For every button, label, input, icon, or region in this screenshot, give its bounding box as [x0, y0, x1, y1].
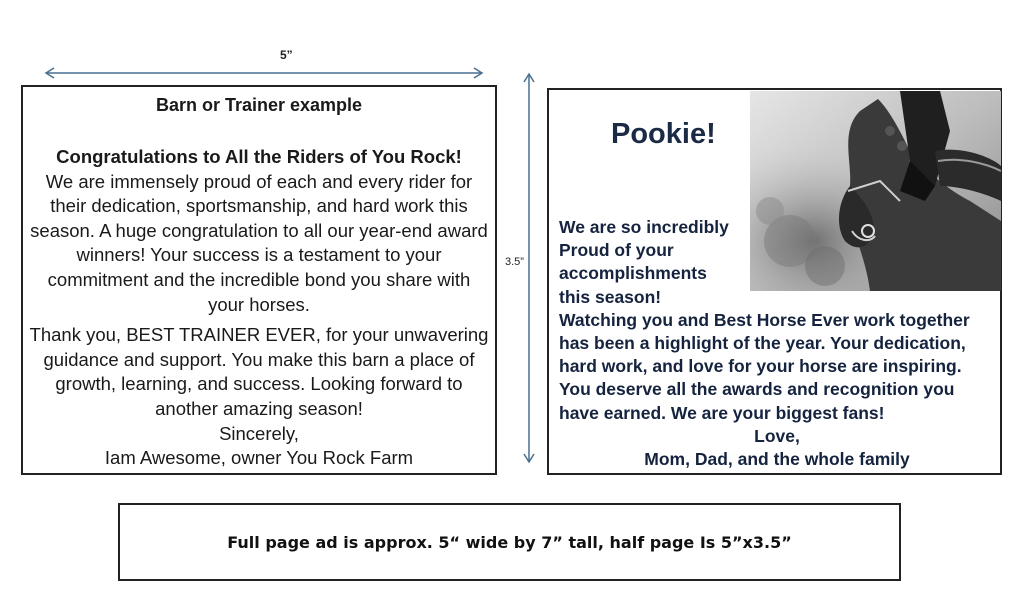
ad-paragraph-1: We are immensely proud of each and every rider for their dedication, sportsmanship, and hard work this season. A huge congratulation to all our year-end award winners! Your success is a testament to your commitment and the incredible bond you share with your horses. — [30, 170, 488, 315]
height-dimension-label: 3.5” — [505, 256, 524, 268]
height-dimension-arrow — [522, 72, 536, 464]
intro-line: accomplishments — [559, 263, 707, 284]
congrats-heading: Congratulations to All the Riders of You Rock! — [56, 146, 462, 167]
barn-trainer-ad-example — [21, 85, 497, 475]
signature: Iam Awesome, owner You Rock Farm — [104, 447, 414, 469]
intro-line: We are so incredibly — [559, 217, 729, 237]
ad-message — [559, 216, 995, 471]
example-title: Barn or Trainer example — [155, 95, 363, 115]
signature: Mom, Dad, and the whole family — [644, 449, 910, 470]
width-dimension-arrow — [44, 66, 484, 80]
closing: Love, — [754, 425, 800, 446]
width-dimension-label: 5” — [280, 48, 293, 62]
ad-paragraph-2: Thank you, BEST TRAINER EVER, for your unwavering guidance and support. You make this barn a place of growth, learning, and success. Looking forward to another amazing season! — [29, 324, 489, 419]
rider-ad-example — [547, 88, 1002, 475]
intro-line: Proud of your — [559, 240, 674, 261]
ad-body — [29, 145, 489, 471]
size-note-text: Full page ad is approx. 5“ wide by 7” tall, half page Is 5”x3.5” — [227, 532, 792, 552]
ad-title: Pookie! — [611, 118, 716, 150]
size-note-box — [118, 503, 901, 581]
intro-line: this season! — [559, 286, 662, 307]
closing: Sincerely, — [219, 422, 299, 444]
message-body: Watching you and Best Horse Ever work together has been a highlight of the year. Your dedication, hard work, and love for your horse are inspiring. You deserve all the awards and recognition you have earned. We are your biggest fans! — [559, 309, 970, 423]
